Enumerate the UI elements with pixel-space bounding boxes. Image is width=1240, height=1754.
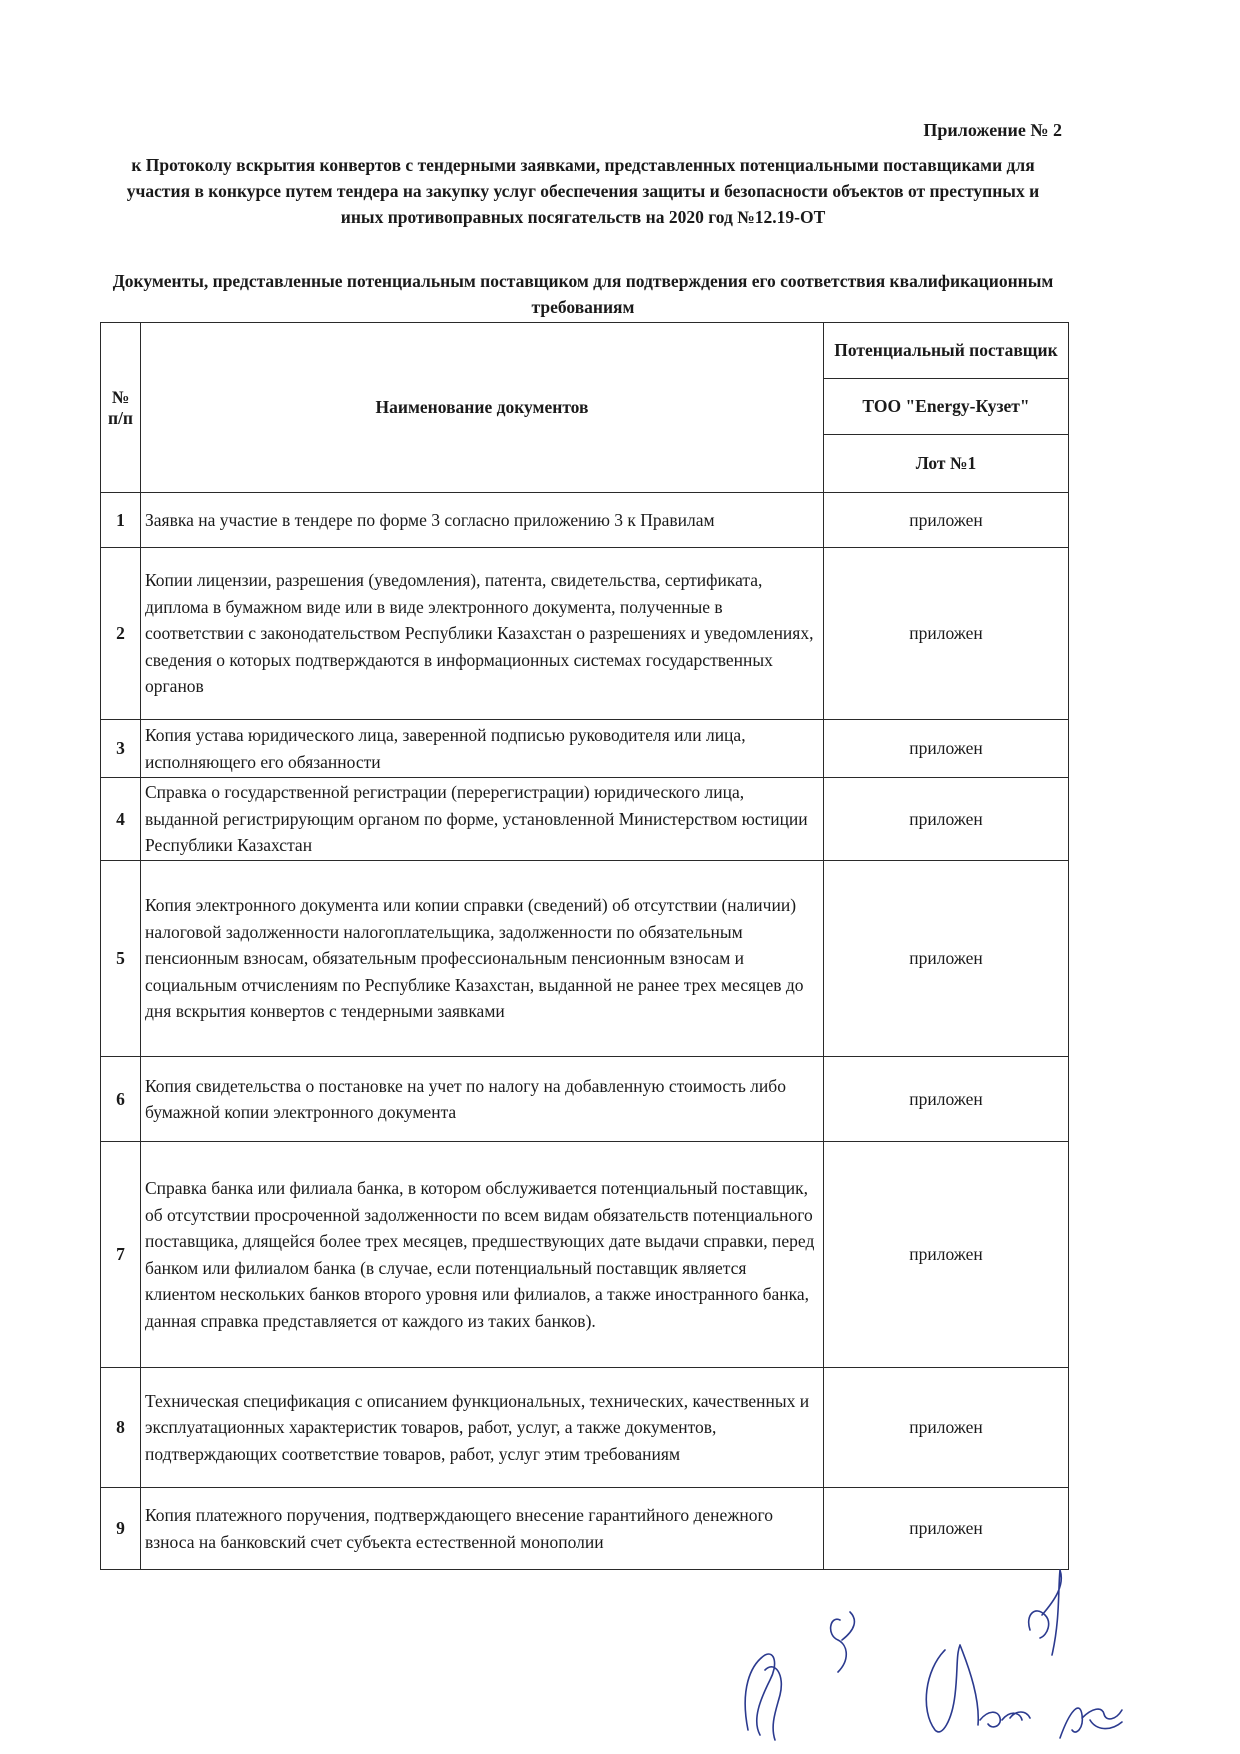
table-row xyxy=(101,1488,1069,1570)
table-row xyxy=(101,548,1069,720)
row-number: 5 xyxy=(101,861,141,1057)
signature-1 xyxy=(745,1654,781,1740)
document-status: приложен xyxy=(824,1488,1069,1570)
table-row xyxy=(101,720,1069,778)
table-row xyxy=(101,1142,1069,1368)
document-status: приложен xyxy=(824,720,1069,778)
row-number: 1 xyxy=(101,493,141,548)
document-name: Техническая спецификация с описанием функциональных, технических, качественных и эксплуатационных характеристик товаров, работ, услуг, а также документов, подтверждающих соответствие товаров, работ, услуг этим требованиям xyxy=(141,1368,824,1488)
document-name: Копия устава юридического лица, заверенной подписью руководителя или лица, исполняющего его обязанности xyxy=(141,720,824,778)
document-status: приложен xyxy=(824,493,1069,548)
appendix-number: Приложение № 2 xyxy=(923,120,1062,140)
row-number: 2 xyxy=(101,548,141,720)
document-heading: к Протоколу вскрытия конвертов с тендерными заявками, представленных потенциальными поставщиками для участия в конкурсе путем тендера на закупку услуг обеспечения защиты и безопасности объектов от преступных и иных противоправных посягательств на 2020 год №12.19-ОТ xyxy=(126,155,1040,227)
row-number: 9 xyxy=(101,1488,141,1570)
document-status: приложен xyxy=(824,1142,1069,1368)
row-number: 6 xyxy=(101,1057,141,1142)
signature-3 xyxy=(926,1645,978,1732)
document-name: Копии лицензии, разрешения (уведомления), патента, свидетельства, сертификата, диплома в бумажном виде или в виде электронного документа, полученные в соответствии с законодательством Республики Казахстан о разрешениях и уведомлениях, сведения о которых подтверждаются в информационных системах государственных органов xyxy=(141,548,824,720)
document-name: Копия свидетельства о постановке на учет по налогу на добавленную стоимость либо бумажной копии электронного документа xyxy=(141,1057,824,1142)
table-caption: Документы, представленные потенциальным поставщиком для подтверждения его соответствия квалификационным требованиям xyxy=(112,271,1054,317)
lot-label: Лот №1 xyxy=(824,435,1069,493)
document-status: приложен xyxy=(824,1057,1069,1142)
signature-2 xyxy=(831,1612,855,1672)
document-status: приложен xyxy=(824,861,1069,1057)
row-number: 3 xyxy=(101,720,141,778)
table-row xyxy=(101,1057,1069,1142)
handwritten-signatures xyxy=(730,1560,1170,1750)
row-number: 8 xyxy=(101,1368,141,1488)
documents-table xyxy=(100,322,1069,1570)
col-supplier-header: Потенциальный поставщик xyxy=(824,323,1069,379)
document-name: Копия электронного документа или копии справки (сведений) об отсутствии (наличии) налоговой задолженности налогоплательщика, задолженности по обязательным пенсионным взносам, обязательным профессиональным пенсионным взносам и социальным отчислениям по Республике Казахстан, выданной не ранее трех месяцев до дня вскрытия конвертов с тендерными заявками xyxy=(141,861,824,1057)
document-name: Заявка на участие в тендере по форме 3 согласно приложению 3 к Правилам xyxy=(141,493,824,548)
document-name: Справка банка или филиала банка, в котором обслуживается потенциальный поставщик, об отсутствии просроченной задолженности по всем видам обязательств потенциального поставщика, длящейся более трех месяцев, предшествующих дате выдачи справки, перед банком или филиалом банка (в случае, если потенциальный поставщик является клиентом нескольких банков второго уровня или филиалов, а также иностранного банка, данная справка представляется от каждого из таких банков). xyxy=(141,1142,824,1368)
document-name: Копия платежного поручения, подтверждающего внесение гарантийного денежного взноса на банковский счет субъекта естественной монополии xyxy=(141,1488,824,1570)
signature-5 xyxy=(1029,1570,1062,1655)
row-number: 4 xyxy=(101,778,141,861)
document-name: Справка о государственной регистрации (перерегистрации) юридического лица, выданной регистрирующим органом по форме, установленной Министерством юстиции Республики Казахстан xyxy=(141,778,824,861)
signature-4 xyxy=(980,1712,1030,1727)
document-status: приложен xyxy=(824,548,1069,720)
table-row xyxy=(101,493,1069,548)
col-name-header: Наименование документов xyxy=(141,323,824,493)
table-row xyxy=(101,778,1069,861)
document-status: приложен xyxy=(824,778,1069,861)
document-status: приложен xyxy=(824,1368,1069,1488)
col-number-header: № п/п xyxy=(101,323,141,493)
table-row xyxy=(101,861,1069,1057)
table-row xyxy=(101,1368,1069,1488)
supplier-name: ТОО "Energy-Кузет" xyxy=(824,379,1069,435)
signature-6 xyxy=(1060,1708,1122,1738)
row-number: 7 xyxy=(101,1142,141,1368)
